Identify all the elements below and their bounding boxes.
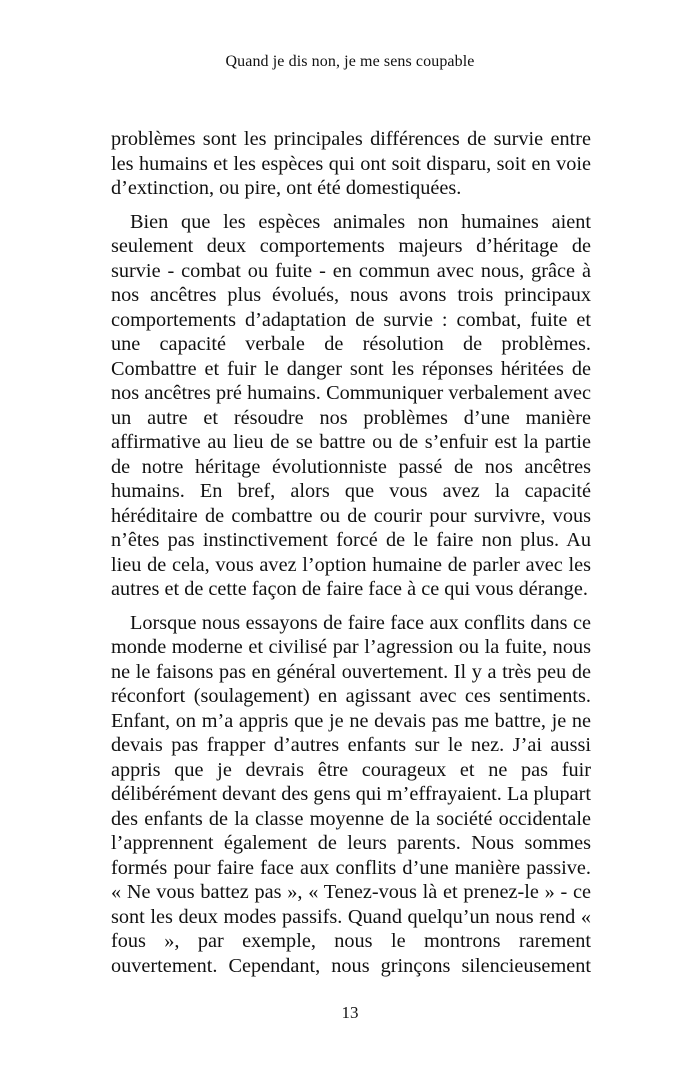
body-text	[111, 127, 591, 987]
running-header: Quand je dis non, je me sens coupable	[225, 53, 475, 70]
page-number: 13	[341, 1003, 359, 1022]
paragraph-passive-conflict: Lorsque nous essayons de faire face aux conflits dans ce monde moderne et civilisé par l’agression ou la fuite, nous ne le faisons pas en général ouvertement. Il y a très peu de réconfort (soulagement) en agissant avec ces sentiments. Enfant, on m’a appris que je ne devais pas me battre, je ne devais pas frapper d’autres enfants sur le nez. J’ai aussi appris que je devrais être courageux et ne pas fuir délibérément devant des gens qui m’effrayaient. La plupart des enfants de la classe moyenne de la société occidentale l’apprennent également de leurs parents. Nous sommes formés pour faire face aux conflits d’une manière passive. « Ne vous battez pas », « Tenez-vous là et prenez-le » - ce sont les deux modes passifs. Quand quelqu’un nous rend « fous », par exemple, nous le montrons rarement ouvertement. Cependant, nous grinçons silencieusement	[111, 611, 591, 977]
paragraph-survival-behaviours: Bien que les espèces animales non humaines aient seulement deux comportements majeurs d’héritage de survie - combat ou fuite - en commun avec nous, grâce à nos ancêtres plus évolués, nous avons trois principaux comportements d’adaptation de survie : combat, fuite et une capacité verbale de résolution de problèmes. Combattre et fuir le danger sont les réponses héritées de nos ancêtres pré humains. Communiquer verbalement avec un autre et résoudre nos problèmes d’une manière affirmative au lieu de se battre ou de s’enfuir est la partie de notre héritage évolutionniste passé de nos ancêtres humains. En bref, alors que vous avez la capacité héréditaire de combattre ou de courir pour survivre, vous n’êtes pas instinctivement forcé de le faire non plus. Au lieu de cela, vous avez l’option humaine de parler avec les autres et de cette façon de faire face à ce qui vous dérange.	[111, 210, 591, 600]
paragraph-continuation: problèmes sont les principales différences de survie entre les humains et les espèces qui ont soit disparu, soit en voie d’extinction, ou pire, ont été domestiquées.	[111, 128, 591, 199]
